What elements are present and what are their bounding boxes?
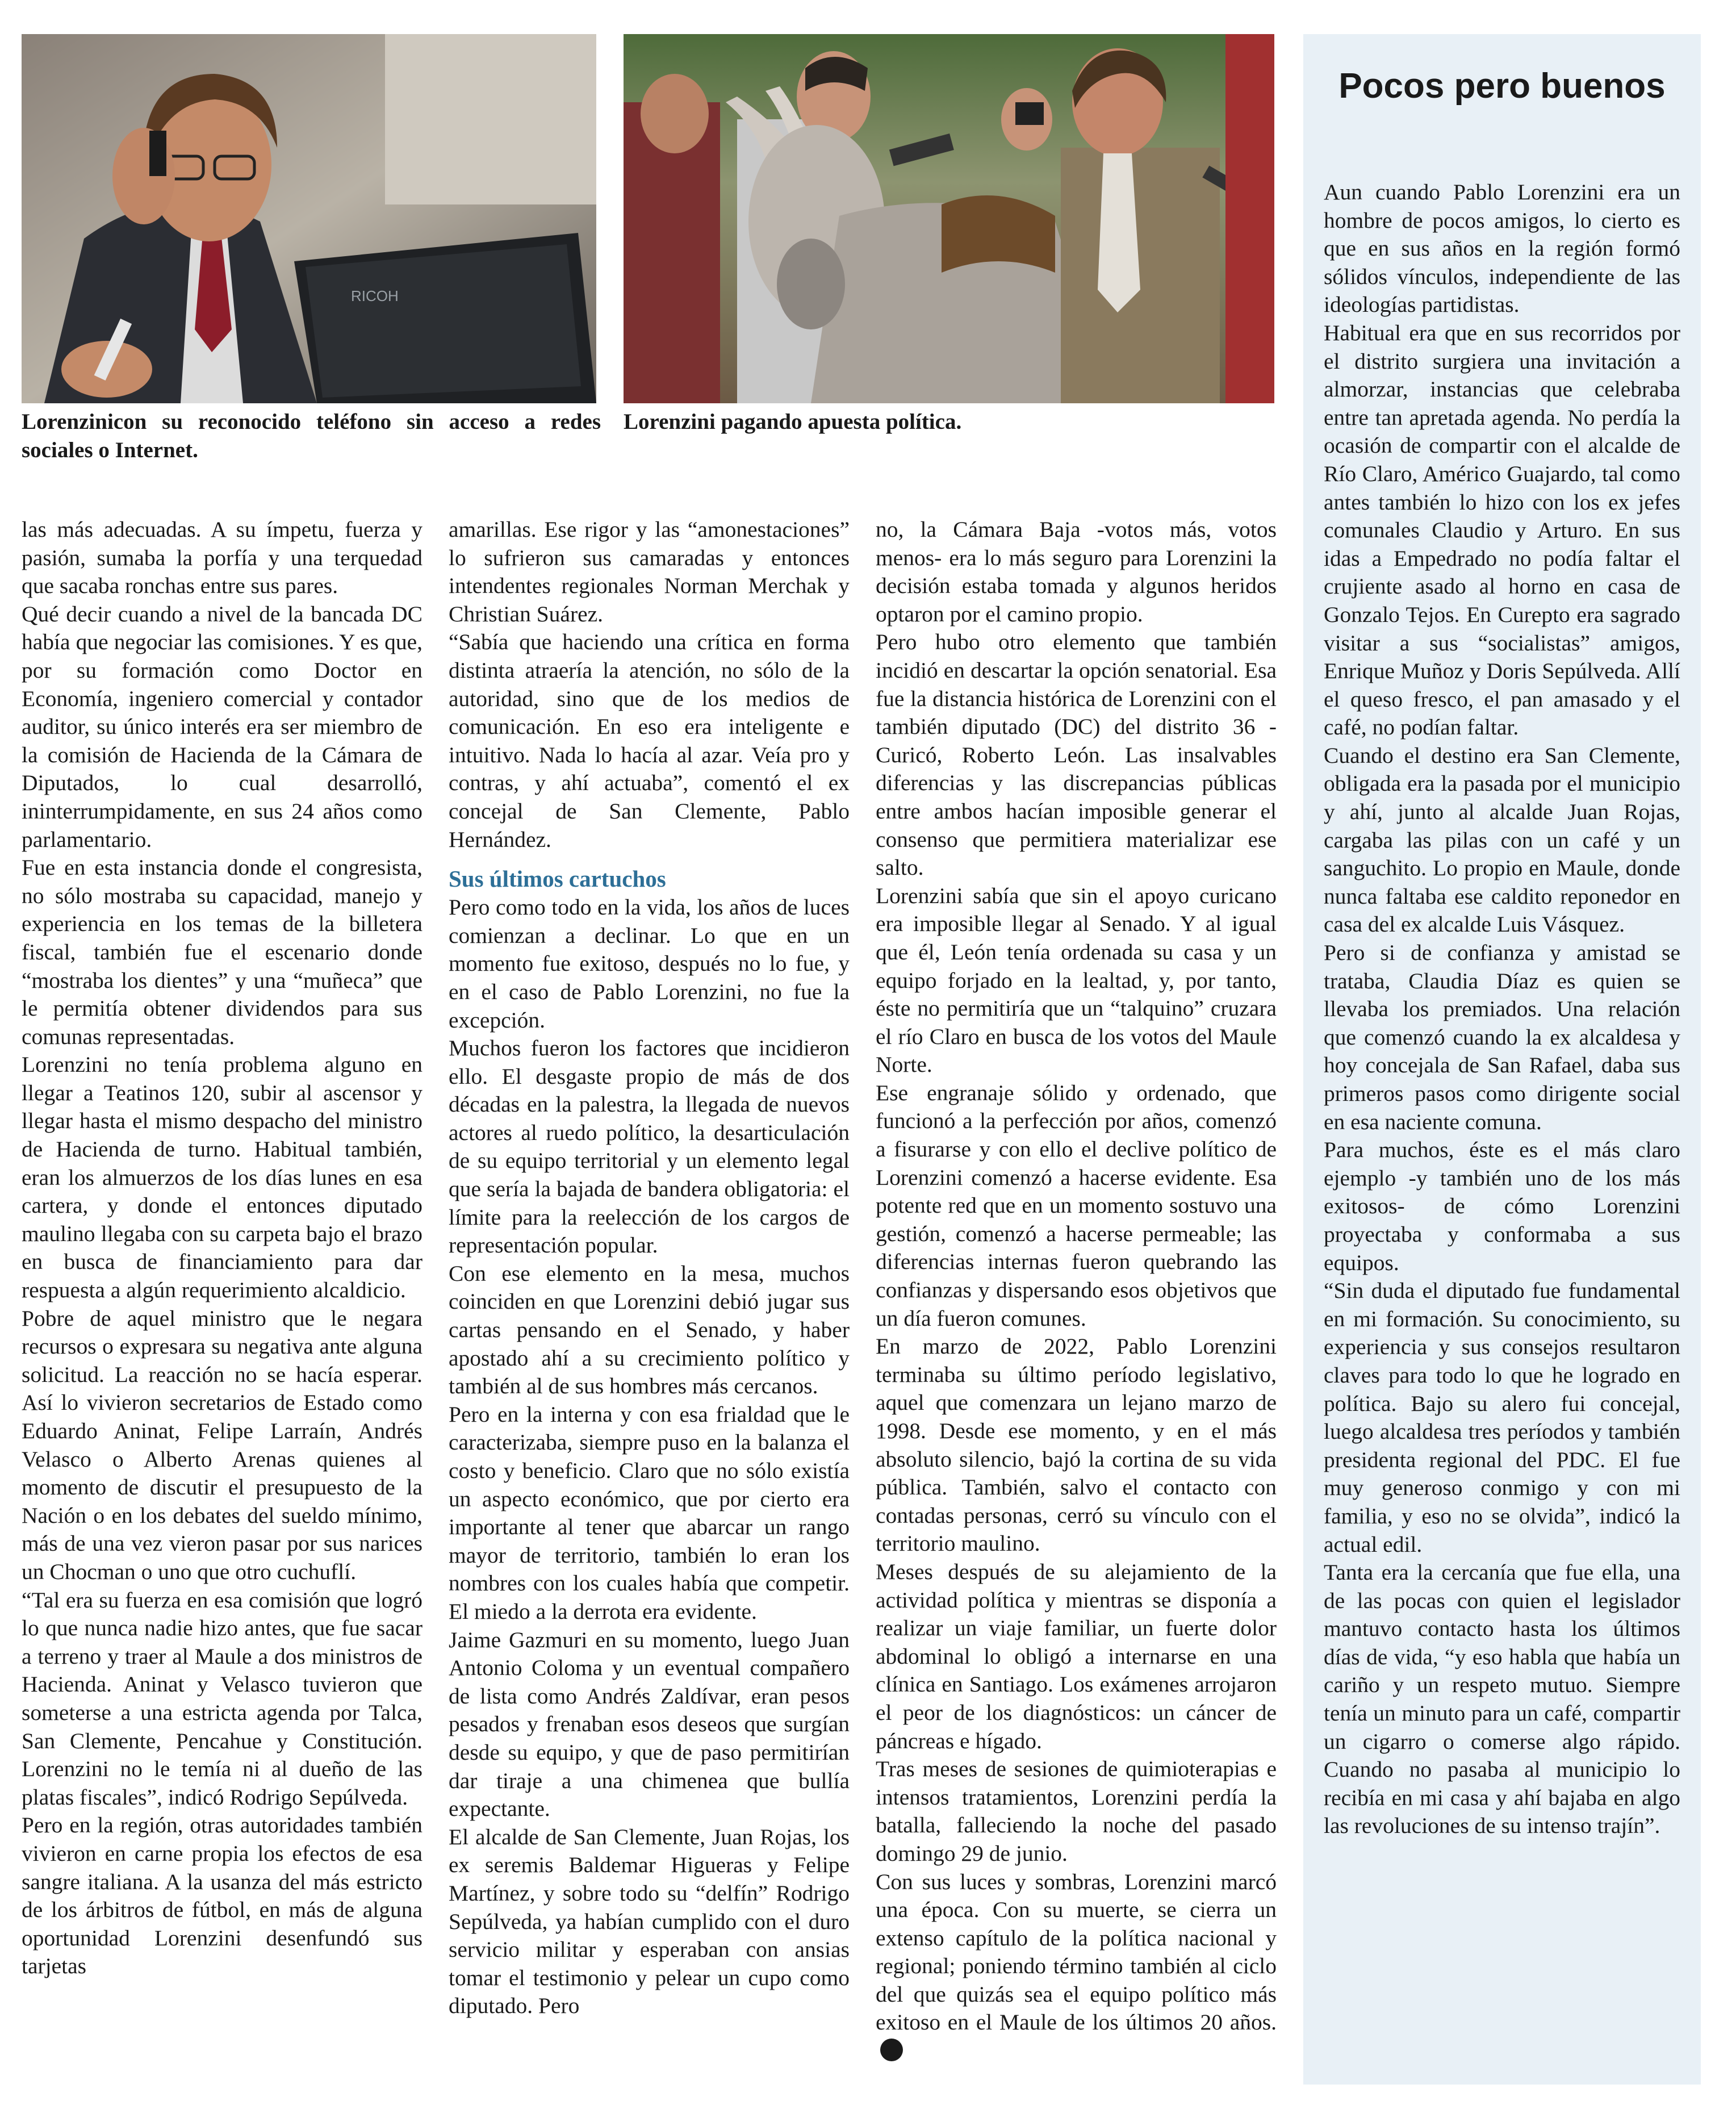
paragraph: Con ese elemento en la mesa, muchos coinciden en que Lorenzini debió jugar sus cartas pensando en el Senado, y haber apostado ahí a su crecimiento político y también al de sus hombres más cercanos. bbox=[449, 1260, 850, 1399]
sidebar-paragraph: “Sin duda el diputado fue fundamental en mi formación. Su conocimiento, su experiencia y sus consejos resultaron claves para todo lo que he logrado en política. Bajo su alero fui concejal, luego alcaldesa tres períodos y también presidenta regional del PDC. El fue muy generoso conmigo y con mi familia, y eso no se olvida”, indicó la actual edil. bbox=[1324, 1278, 1680, 1557]
photo-lorenzini-phone-image bbox=[22, 34, 596, 403]
article-column-2 bbox=[449, 516, 850, 2020]
section-subhead: Sus últimos cartuchos bbox=[449, 866, 666, 892]
paragraph: no, la Cámara Baja -votos más, votos menos- era lo más seguro para Lorenzini la decisión estaba tomada y algunos heridos optaron por el camino propio. bbox=[876, 517, 1277, 627]
paragraph: “Sabía que haciendo una crítica en forma distinta atraería la atención, no sólo de la autoridad, sino que de los medios de comunicación. En eso era inteligente e intuitivo. Nada lo hacía al azar. Veía pro y contras, y ahí actuaba”, comentó el ex concejal de San Clemente, Pablo Hernández. bbox=[449, 629, 850, 852]
end-of-article-icon bbox=[880, 2039, 903, 2061]
photo-caption-1: Lorenzinicon su reconocido teléfono sin acceso a redes sociales o Internet. bbox=[22, 410, 601, 462]
article-column-3 bbox=[876, 516, 1277, 2065]
photo-lorenzini-donkey-image bbox=[624, 34, 1274, 403]
paragraph-final bbox=[876, 1868, 1277, 2065]
paragraph: En marzo de 2022, Pablo Lorenzini terminaba su último período legislativo, aquel que comenzara un lejano marzo de 1998. Desde ese momento, y en el más absoluto silencio, bajó la cortina de su vida pública. También, salvo el contacto con contadas personas, cerró su vínculo con el territorio maulino. bbox=[876, 1334, 1277, 1556]
sidebar-body bbox=[1324, 178, 1680, 1840]
sidebar-paragraph: Cuando el destino era San Clemente, obligada era la pasada por el municipio y ahí, junto al alcalde Juan Rojas, cargaba las pilas con un café y un sanguchito. Lo propio en Maule, donde nunca faltaba ese caldito reponedor en casa del ex alcalde Luis Vásquez. bbox=[1324, 742, 1680, 937]
sidebar-box bbox=[1303, 34, 1701, 2085]
paragraph: Pero hubo otro elemento que también incidió en descartar la opción senatorial. Esa fue la distancia histórica de Lorenzini con el también diputado (DC) del distrito 36 - Curicó, Roberto León. Las insalvables diferencias y las discrepancias públicas entre ambos hacían imposible generar el consenso que permitiera materializar ese salto. bbox=[876, 629, 1277, 880]
sidebar-paragraph: Tanta era la cercanía que fue ella, una de las pocas con quien el legislador mantuvo contacto hasta los últimos días de vida, “y eso habla que había un cariño y un respeto mutuo. Siempre tenía un minuto para un café, compartir un cigarro o comerse algo rápido. Cuando no pasaba al municipio lo recibía en mi casa y ahí bajaba en algo las revoluciones de su intenso trajín”. bbox=[1324, 1560, 1680, 1839]
photo-lorenzini-phone bbox=[22, 34, 596, 403]
sidebar-paragraph: Pero si de confianza y amistad se trataba, Claudia Díaz es quien se llevaba los premiados. Una relación que comenzó cuando la ex alcaldesa y hoy concejala de San Rafael, daba sus primeros pasos como dirigente social en esa naciente comuna. bbox=[1324, 940, 1680, 1134]
paragraph: Pero en la interna y con esa frialdad que le caracterizaba, siempre puso en la balanza el costo y beneficio. Claro que no sólo existía un aspecto económico, que por cierto era importante al tener que abarcar un rango mayor de territorio, también lo eran los nombres con los cuales había que competir. El miedo a la derrota era evidente. bbox=[449, 1401, 850, 1624]
sidebar-paragraph: Aun cuando Pablo Lorenzini era un hombre de pocos amigos, lo cierto es que en sus años en la región formó sólidos vínculos, independiente de las ideologías partidistas. bbox=[1324, 179, 1680, 318]
sidebar-paragraph: Para muchos, éste es el más claro ejemplo -y también uno de los más exitosos- de cómo Lorenzini proyectaba y conformaba a sus equipos. bbox=[1324, 1137, 1680, 1275]
paragraph: las más adecuadas. A su ímpetu, fuerza y pasión, sumaba la porfía y una terquedad que sacaba ronchas entre sus pares. bbox=[22, 517, 423, 599]
paragraph: Qué decir cuando a nivel de la bancada DC había que negociar las comisiones. Y es que, por su formación como Doctor en Economía, ingeniero comercial y contador auditor, su único interés era ser miembro de la comisión de Hacienda de la Cámara de Diputados, lo cual desarrolló, ininterrumpidamente, en sus 24 años como parlamentario. bbox=[22, 601, 423, 852]
paragraph: El alcalde de San Clemente, Juan Rojas, los ex seremis Baldemar Higueras y Felipe Martínez, y sobre todo su “delfín” Rodrigo Sepúlveda, ya habían cumplido con el duro servicio militar y esperaban con ansias tomar el testimonio y pelear un cupo como diputado. Pero bbox=[449, 1824, 850, 2019]
paragraph-final-text: Con sus luces y sombras, Lorenzini marcó una época. Con su muerte, se cierra un extenso capítulo de la política nacional y regional; poniendo término también al ciclo del que quizás sea el equipo político más exitoso en el Maule de los últimos 20 años. bbox=[876, 1869, 1277, 2035]
paragraph: Muchos fueron los factores que incidieron ello. El desgaste propio de más de dos décadas en la palestra, la llegada de nuevos actores al ruedo político, la desarticulación de su equipo territorial y un elemento legal que sería la bajada de bandera obligatoria: el límite para la reelección de los cargos de representación popular. bbox=[449, 1035, 850, 1258]
paragraph: Lorenzini sabía que sin el apoyo curicano era imposible llegar al Senado. Y al igual que él, León tenía ordenada su casa y un equipo forjado en la lealtad, y, por tanto, éste no permitiría que un “talquino” cruzara el río Claro en busca de los votos del Maule Norte. bbox=[876, 883, 1277, 1077]
paragraph: Tras meses de sesiones de quimioterapias e intensos tratamientos, Lorenzini perdía la batalla, falleciendo la noche del pasado domingo 29 de junio. bbox=[876, 1756, 1277, 1866]
paragraph: Pero como todo en la vida, los años de luces comienzan a declinar. Lo que en un momento fue exitoso, después no lo fue, y en el caso de Pablo Lorenzini, no fue la excepción. bbox=[449, 895, 850, 1033]
paragraph: “Tal era su fuerza en esa comisión que logró lo que nunca nadie hizo antes, que fue sacar a terreno y traer al Maule a dos ministros de Hacienda. Aninat y Velasco tuvieron que someterse a una estricta agenda por Talca, San Clemente, Pencahue y Constitución. Lorenzini no le temía ni al dueño de las platas fiscales”, indicó Rodrigo Sepúlveda. bbox=[22, 1587, 423, 1810]
paragraph: Ese engranaje sólido y ordenado, que funcionó a la perfección por años, comenzó a fisurarse y con ello el declive político de Lorenzini comenzó a hacerse evidente. Esa potente red que en un momento sostuvo una gestión, comenzó a hacerse permeable; las diferencias internas fueron quebrando las confianzas y dispersando esos objetivos que un día fueron comunes. bbox=[876, 1080, 1277, 1331]
photo-caption-2: Lorenzini pagando apuesta política. bbox=[624, 410, 962, 434]
sidebar-title: Pocos pero buenos bbox=[1338, 66, 1666, 106]
svg-text:RICOH: RICOH bbox=[351, 287, 399, 304]
paragraph: Pero en la región, otras autoridades también vivieron en carne propia los efectos de esa sangre italiana. A la usanza del más estricto de los árbitros de fútbol, en más de alguna oportunidad Lorenzini desenfundó sus tarjetas bbox=[22, 1812, 423, 1979]
article-column-1 bbox=[22, 516, 423, 1981]
sidebar-paragraph: Habitual era que en sus recorridos por el distrito surgiera una invitación a almorzar, instancias que celebraba entre tan apretada agenda. No perdía la ocasión de compartir con el alcalde de Río Claro, Américo Guajardo, tal como antes también lo hizo con los ex jefes comunales Claudio y Arturo. En sus idas a Empedrado no podía faltar el crujiente asado al horno en casa de Gonzalo Tejos. En Curepto era sagrado visitar a sus “socialistas” amigos, Enrique Muñoz y Doris Sepúlveda. Allí el queso fresco, el pan amasado y el café, no podían faltar. bbox=[1324, 320, 1680, 740]
photo-lorenzini-donkey bbox=[624, 34, 1274, 403]
paragraph: Lorenzini no tenía problema alguno en llegar a Teatinos 120, subir al ascensor y llegar hasta el mismo despacho del ministro de Hacienda de turno. Habitual también, eran los almuerzos de los días lunes en esa cartera, y donde el entonces diputado maulino llegaba con su carpeta bajo el brazo en busca de financiamiento para dar respuesta a algún requerimiento alcaldicio. bbox=[22, 1052, 423, 1303]
paragraph: Jaime Gazmuri en su momento, luego Juan Antonio Coloma y un eventual compañero de lista como Andrés Zaldívar, eran pesos pesados y frenaban esos deseos que surgían desde su equipo, y que de paso permitirían dar tiraje a una chimenea que bullía expectante. bbox=[449, 1627, 850, 1822]
paragraph: amarillas. Ese rigor y las “amonestaciones” lo sufrieron sus camaradas y entonces intendentes regionales Norman Merchak y Christian Suárez. bbox=[449, 517, 850, 627]
paragraph: Pobre de aquel ministro que le negara recursos o expresara su negativa ante alguna solicitud. La reacción no se hacía esperar. Así lo vivieron secretarios de Estado como Eduardo Aninat, Felipe Larraín, Andrés Velasco o Alberto Arenas quienes al momento de discutir el presupuesto de la Nación o en los debates del sueldo mínimo, más de una vez vieron pasar por sus narices un Chocman o uno que otro cuchuflí. bbox=[22, 1305, 423, 1584]
paragraph: Fue en esta instancia donde el congresista, no sólo mostraba su capacidad, manejo y experiencia en los temas de la billetera fiscal, también fue el escenario donde “mostraba los dientes” y una “muñeca” que le permitía obtener dividendos para sus comunas representadas. bbox=[22, 855, 423, 1049]
paragraph: Meses después de su alejamiento de la actividad política y mientras se disponía a realizar un viaje familiar, un fuerte dolor abdominal lo obligó a internarse en una clínica en Santiago. Los exámenes arrojaron el peor de los diagnósticos: un cáncer de páncreas e hígado. bbox=[876, 1559, 1277, 1753]
